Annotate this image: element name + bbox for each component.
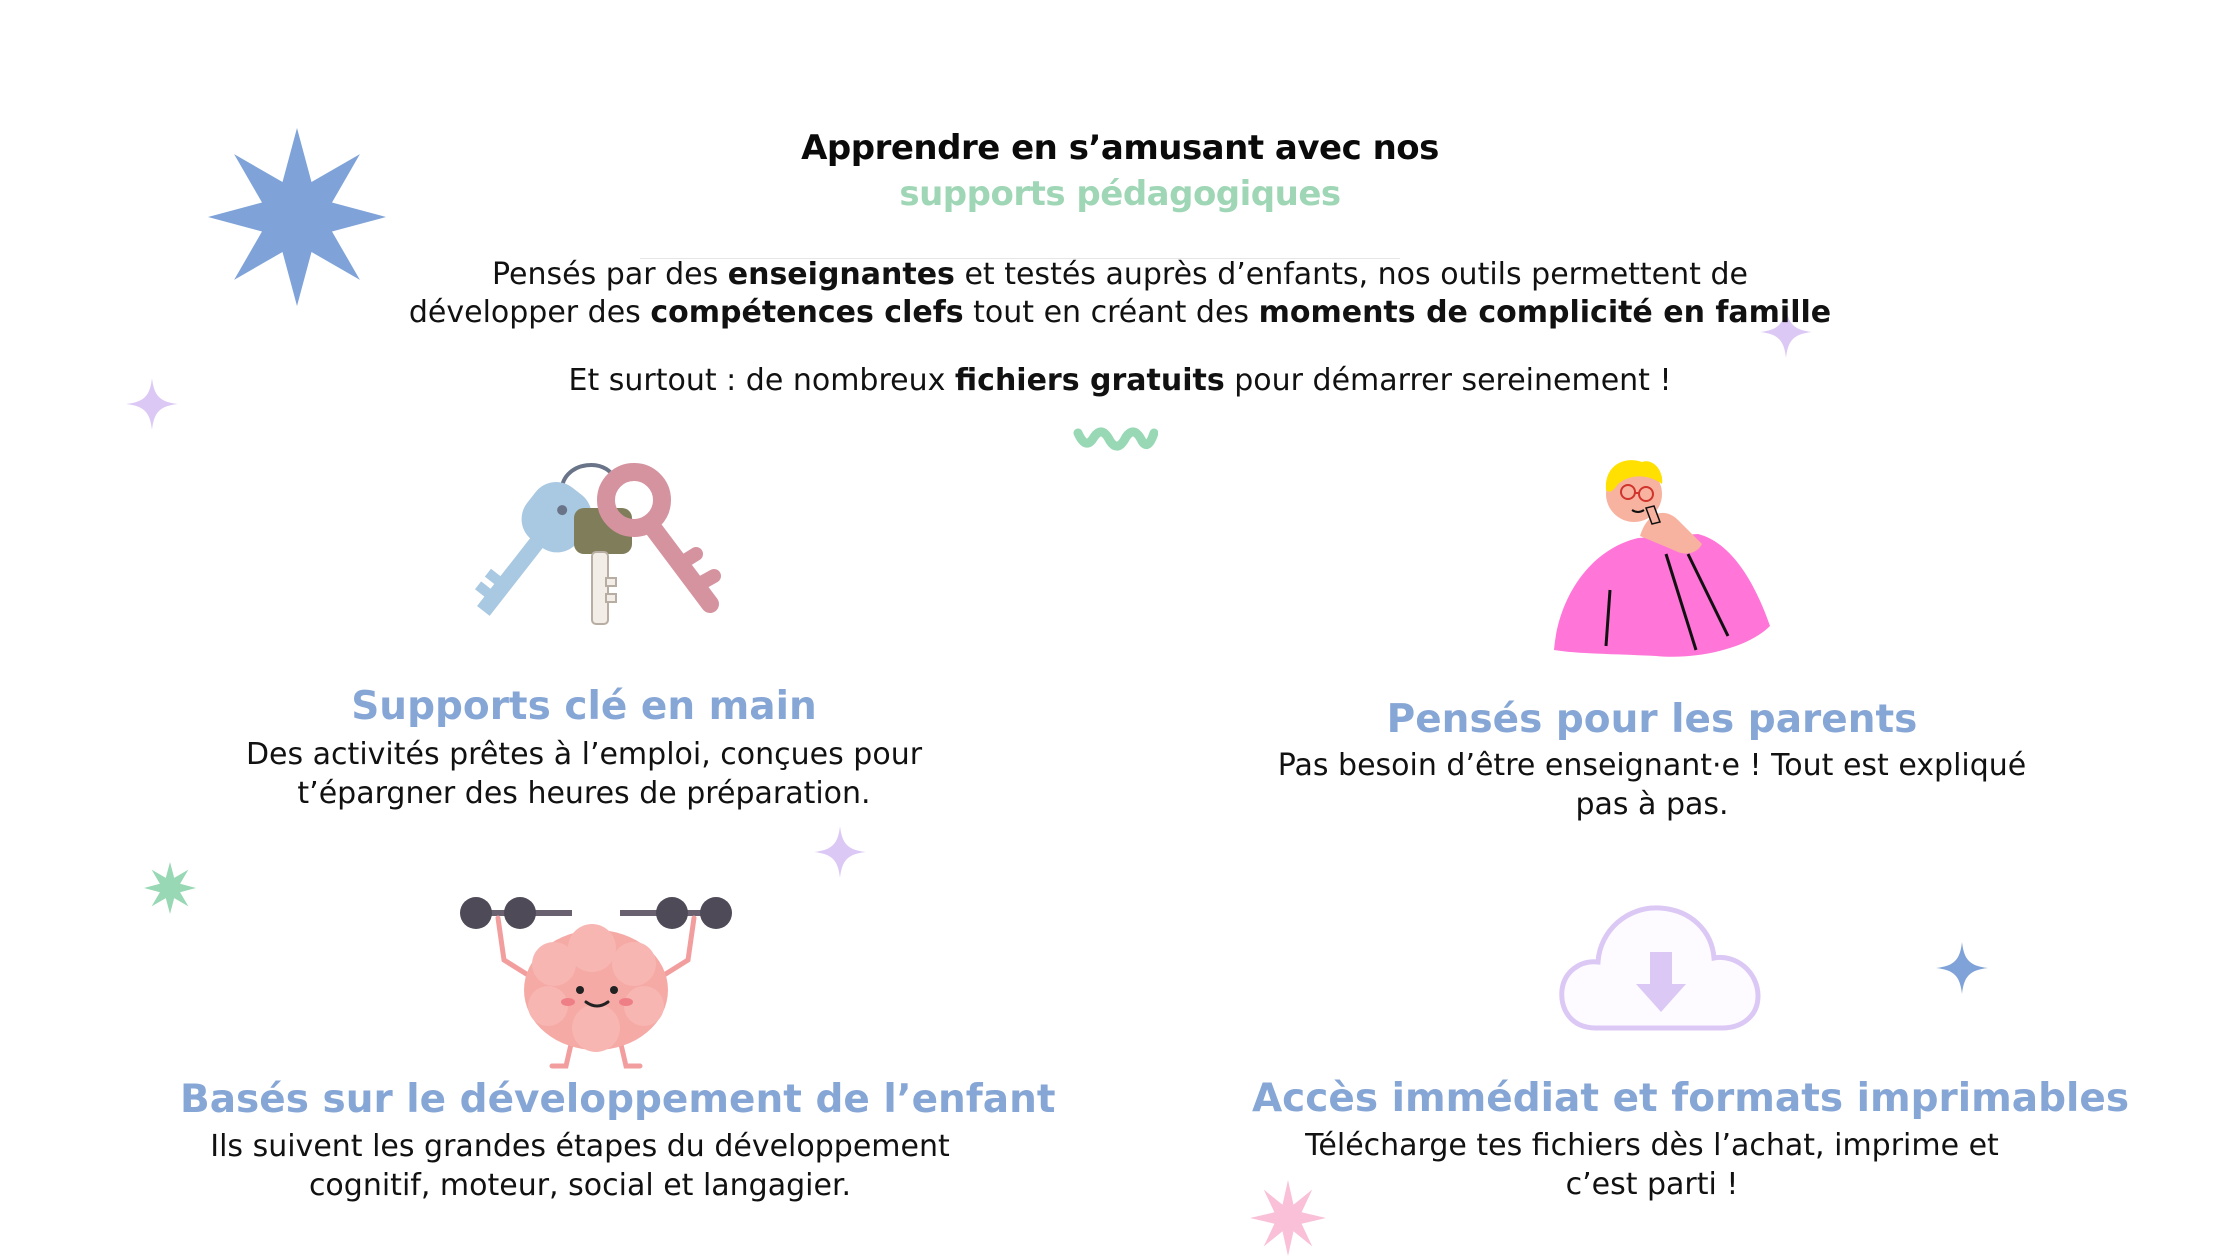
feature-desc-supports-2: t’épargner des heures de préparation.	[297, 776, 871, 811]
blue-sparkle-icon	[1936, 942, 1988, 994]
cloud-download-icon	[1556, 898, 1766, 1036]
feature-title-access: Accès immédiat et formats imprimables	[1252, 1076, 2130, 1121]
feature-desc-development-1: Ils suivent les grandes étapes du développement	[210, 1129, 950, 1164]
intro-line-2: développer des compétences clefs tout en créant des moments de complicité en famille	[408, 295, 1832, 330]
purple-sparkle-icon	[814, 826, 866, 878]
wave-divider-icon	[1072, 425, 1158, 455]
feature-desc-parents-1: Pas besoin d’être enseignant·e ! Tout est expliqué	[1277, 748, 2027, 783]
keys-icon	[474, 448, 734, 634]
intro-line-3: Et surtout : de nombreux fichiers gratuits pour démarrer sereinement !	[568, 363, 1672, 398]
feature-desc-development-2: cognitif, moteur, social et langagier.	[308, 1168, 852, 1203]
feature-title-supports: Supports clé en main	[351, 684, 817, 729]
feature-desc-supports-1: Des activités prêtes à l’emploi, conçues pour	[245, 737, 923, 772]
feature-desc-parents-2: pas à pas.	[1575, 787, 1729, 822]
thinking-person-icon	[1548, 450, 1774, 664]
feature-desc-access-2: c’est parti !	[1565, 1167, 1739, 1202]
page-title: Apprendre en s’amusant avec nos	[801, 128, 1439, 168]
brain-lifting-icon	[456, 890, 736, 1070]
feature-title-parents: Pensés pour les parents	[1386, 697, 1918, 742]
green-star-icon	[144, 862, 196, 914]
feature-desc-access-1: Télécharge tes fichiers dès l’achat, imprime et	[1305, 1128, 1999, 1163]
intro-line-1: Pensés par des enseignantes et testés auprès d’enfants, nos outils permettent de	[492, 257, 1748, 292]
feature-title-development: Basés sur le développement de l’enfant	[180, 1077, 1056, 1122]
page-subtitle: supports pédagogiques	[899, 174, 1341, 214]
purple-sparkle-icon	[126, 378, 178, 430]
